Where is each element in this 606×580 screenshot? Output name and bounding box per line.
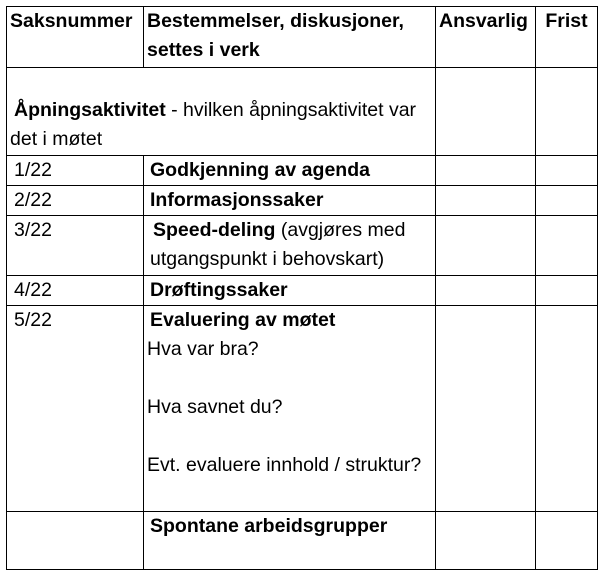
ansvarlig-cell bbox=[436, 156, 536, 186]
header-frist: Frist bbox=[536, 7, 598, 68]
table-row-opening bbox=[7, 68, 598, 156]
case-note: (avgjøres med utgangspunkt i behovskart) bbox=[150, 219, 406, 270]
header-saksnummer: Saksnummer bbox=[7, 7, 144, 68]
agenda-table bbox=[6, 6, 598, 570]
ansvarlig-cell bbox=[436, 306, 536, 512]
case-number: 5/22 bbox=[7, 306, 144, 512]
case-title: Godkjenning av agenda bbox=[150, 159, 370, 181]
header-bestemmelser: Bestemmelser, diskusjoner, settes i verk bbox=[144, 7, 436, 68]
frist-cell bbox=[536, 186, 598, 216]
table-row bbox=[7, 306, 598, 512]
opening-title: Åpningsaktivitet bbox=[14, 99, 166, 121]
table-row bbox=[7, 186, 598, 216]
ansvarlig-cell bbox=[436, 216, 536, 276]
frist-cell bbox=[536, 306, 598, 512]
case-title: Drøftingssaker bbox=[150, 279, 288, 301]
case-topic bbox=[144, 216, 436, 276]
table-row bbox=[7, 512, 598, 570]
table-row bbox=[7, 216, 598, 276]
case-topic bbox=[144, 186, 436, 216]
case-number bbox=[7, 512, 144, 570]
case-number: 4/22 bbox=[7, 276, 144, 306]
evaluation-question: Hva savnet du? bbox=[147, 396, 283, 418]
case-title: Informasjonssaker bbox=[150, 189, 324, 211]
case-title: Evaluering av møtet bbox=[150, 309, 336, 331]
ansvarlig-cell bbox=[436, 276, 536, 306]
header-row bbox=[7, 7, 598, 68]
frist-cell bbox=[536, 216, 598, 276]
case-title: Spontane arbeidsgrupper bbox=[150, 515, 388, 537]
case-number: 2/22 bbox=[7, 186, 144, 216]
case-topic bbox=[144, 156, 436, 186]
frist-cell bbox=[536, 512, 598, 570]
case-topic bbox=[144, 276, 436, 306]
opening-cell bbox=[7, 68, 436, 156]
table-row bbox=[7, 276, 598, 306]
frist-cell bbox=[536, 276, 598, 306]
evaluation-question: Evt. evaluere innhold / struktur? bbox=[147, 454, 422, 476]
case-topic bbox=[144, 512, 436, 570]
table-row bbox=[7, 156, 598, 186]
frist-cell bbox=[536, 156, 598, 186]
ansvarlig-cell bbox=[436, 68, 536, 156]
case-number: 1/22 bbox=[7, 156, 144, 186]
frist-cell bbox=[536, 68, 598, 156]
case-title: Speed-deling bbox=[153, 219, 276, 241]
ansvarlig-cell bbox=[436, 186, 536, 216]
header-ansvarlig: Ansvarlig bbox=[436, 7, 536, 68]
case-topic bbox=[144, 306, 436, 512]
ansvarlig-cell bbox=[436, 512, 536, 570]
evaluation-question: Hva var bra? bbox=[147, 338, 259, 360]
case-number: 3/22 bbox=[7, 216, 144, 276]
opening-description: - hvilken åpningsaktivitet var det i møtet bbox=[10, 99, 417, 150]
